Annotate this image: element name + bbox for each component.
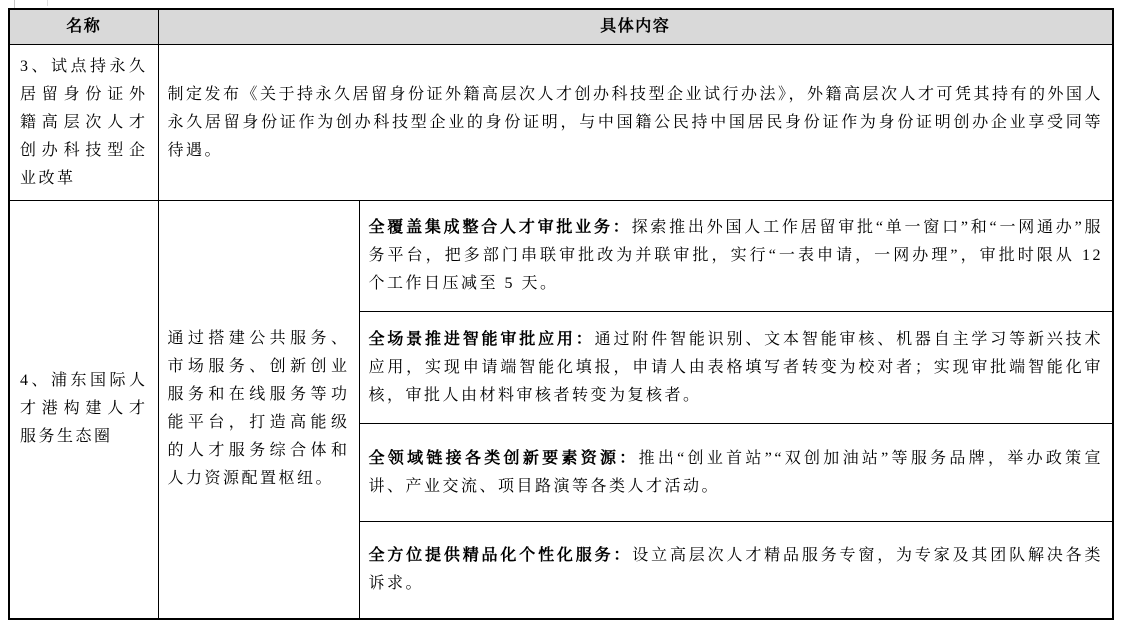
item-title: 全场景推进智能审批应用： xyxy=(368,330,595,348)
item-text: 设立高层次人才精品服务专窗，为专家及其团队解决各类诉求。 xyxy=(368,546,1103,592)
row4-item-cell-1 xyxy=(359,201,1113,312)
row4-item-cell-4 xyxy=(359,522,1113,619)
item-title: 全领域链接各类创新要素资源： xyxy=(368,449,639,467)
header-cell-content: 具体内容 xyxy=(158,9,1113,45)
table-row-4 xyxy=(9,201,1113,312)
row3-content-cell: 制定发布《关于持永久居留身份证外籍高层次人才创办科技型企业试行办法》，外籍高层次人才可凭其持有的外国人永久居留身份证作为创办科技型企业的身份证明，与中国籍公民持中国居民身份证作为身份证明创办企业享受同等待遇。 xyxy=(158,45,1113,201)
item-text: 通过附件智能识别、文本智能审核、机器自主学习等新兴技术应用，实现申请端智能化填报，申请人由表格填写者转变为校对者；实现审批端智能化审核，审批人由材料审核者转变为复核者。 xyxy=(368,330,1103,404)
row4-item-cell-2 xyxy=(359,312,1113,424)
row4-summary-cell: 通过搭建公共服务、市场服务、创新创业服务和在线服务等功能平台，打造高能级的人才服务综合体和人力资源配置枢纽。 xyxy=(158,201,359,619)
row3-name-cell: 3、试点持永久居留身份证外籍高层次人才创办科技型企业改革 xyxy=(9,45,158,201)
ruler-tick xyxy=(47,0,48,6)
header-cell-name: 名称 xyxy=(9,9,158,45)
item-title: 全覆盖集成整合人才审批业务： xyxy=(368,219,632,236)
item-title: 全方位提供精品化个性化服务： xyxy=(368,546,633,564)
row4-name-cell: 4、浦东国际人才港构建人才服务生态圈 xyxy=(9,201,158,619)
header-row xyxy=(9,9,1113,45)
item-text: 探索推出外国人工作居留审批“单一窗口”和“一网通办”服务平台，把多部门串联审批改为并联审批，实行“一表申请，一网办理”，审批时限从 12 个工作日压减至 5 天。 xyxy=(368,219,1103,292)
table-row-3 xyxy=(9,45,1113,201)
item-text: 推出“创业首站”“双创加油站”等服务品牌，举办政策宣讲、产业交流、项目路演等各类人才活动。 xyxy=(368,449,1103,495)
policy-table xyxy=(8,8,1114,620)
row4-item-cell-3 xyxy=(359,424,1113,522)
